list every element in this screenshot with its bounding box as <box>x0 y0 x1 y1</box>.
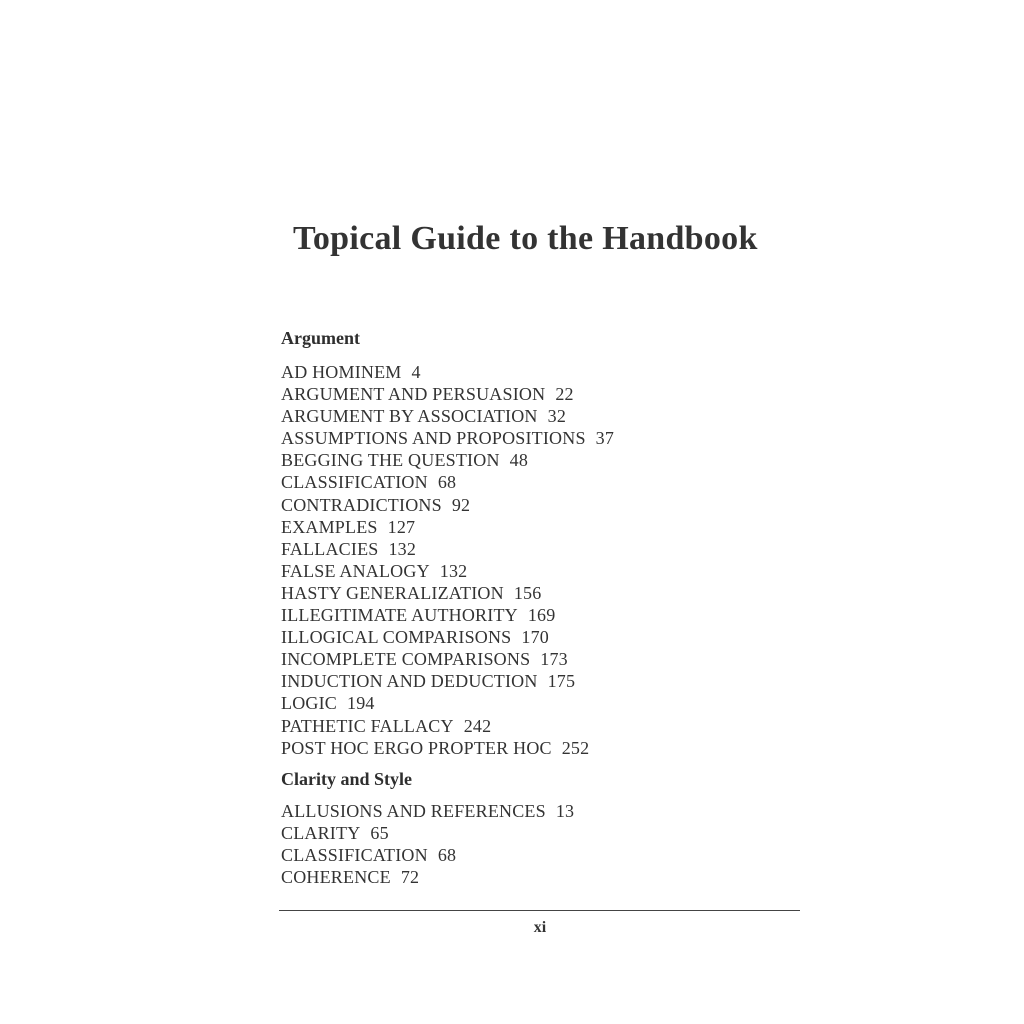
entry-page-number: 37 <box>595 428 615 449</box>
entry-term: AD HOMINEM <box>281 362 402 382</box>
entry-page-number: 72 <box>400 866 420 887</box>
entry-term: CLARITY <box>281 822 361 843</box>
index-entry <box>281 516 801 538</box>
entry-term: HASTY GENERALIZATION <box>281 582 504 603</box>
entry-term: CONTRADICTIONS <box>281 494 442 515</box>
entry-term: BEGGING THE QUESTION <box>281 450 500 471</box>
entry-term: POST HOC ERGO PROPTER HOC <box>281 737 552 758</box>
entry-list-clarity-and-style <box>281 800 801 888</box>
entry-page-number: 127 <box>387 516 416 537</box>
index-entry <box>281 715 801 737</box>
entry-term: COHERENCE <box>281 866 391 887</box>
entry-page-number: 175 <box>547 671 576 692</box>
page-title: Topical Guide to the Handbook <box>293 220 758 257</box>
section-heading-argument: Argument <box>281 328 360 348</box>
index-entry <box>281 626 801 648</box>
entry-list-argument <box>281 361 801 759</box>
entry-term: ARGUMENT AND PERSUASION <box>281 384 546 405</box>
index-entry <box>281 800 801 822</box>
entry-term: ILLOGICAL COMPARISONS <box>281 627 512 648</box>
index-entry <box>281 844 801 866</box>
entry-term: EXAMPLES <box>281 516 378 537</box>
entry-page-number: 68 <box>437 472 457 493</box>
entry-term: INDUCTION AND DEDUCTION <box>281 671 538 692</box>
index-entry <box>281 648 801 670</box>
entry-page-number: 173 <box>540 649 568 670</box>
entry-page-number: 68 <box>437 844 457 865</box>
index-entry <box>281 427 801 449</box>
entry-term: ARGUMENT BY ASSOCIATION <box>281 406 538 427</box>
entry-term: INCOMPLETE COMPARISONS <box>281 649 531 670</box>
entry-page-number: 132 <box>388 538 417 559</box>
entry-term: ILLEGITIMATE AUTHORITY <box>281 605 518 626</box>
entry-term: ALLUSIONS AND REFERENCES <box>281 800 546 821</box>
index-entry <box>281 737 801 759</box>
index-entry <box>281 582 801 604</box>
entry-page-number: 32 <box>547 406 567 427</box>
entry-page-number: 13 <box>555 800 575 821</box>
index-entry <box>281 361 801 383</box>
entry-page-number: 65 <box>370 822 389 843</box>
section-heading-clarity-and-style: Clarity and Style <box>281 768 413 789</box>
page-number: xi <box>533 919 547 936</box>
index-entry <box>281 560 801 582</box>
index-entry <box>281 822 801 844</box>
entry-page-number: 156 <box>513 582 542 603</box>
index-entry <box>281 866 801 888</box>
index-entry <box>281 670 801 692</box>
entry-term: FALLACIES <box>281 538 379 559</box>
entry-page-number: 4 <box>411 362 421 382</box>
index-entry <box>281 449 801 471</box>
topical-guide <box>281 326 801 888</box>
index-entry <box>281 471 801 493</box>
entry-term: FALSE ANALOGY <box>281 560 430 581</box>
index-entry <box>281 538 801 560</box>
index-entry <box>281 383 801 405</box>
entry-page-number: 48 <box>509 450 529 471</box>
index-entry <box>281 494 801 516</box>
entry-page-number: 92 <box>451 494 471 515</box>
entry-term: CLASSIFICATION <box>281 472 428 493</box>
entry-term: LOGIC <box>281 693 337 714</box>
entry-page-number: 169 <box>527 605 556 626</box>
index-entry <box>281 405 801 427</box>
entry-page-number: 194 <box>347 693 375 714</box>
entry-term: ASSUMPTIONS AND PROPOSITIONS <box>281 428 586 449</box>
index-entry <box>281 692 801 714</box>
entry-page-number: 22 <box>555 384 574 405</box>
index-entry <box>281 604 801 626</box>
entry-page-number: 170 <box>521 627 550 648</box>
entry-term: PATHETIC FALLACY <box>281 715 454 736</box>
entry-term: CLASSIFICATION <box>281 844 428 865</box>
entry-page-number: 252 <box>561 737 590 758</box>
entry-page-number: 132 <box>439 560 468 581</box>
footer-rule <box>279 910 800 911</box>
entry-page-number: 242 <box>463 715 492 736</box>
